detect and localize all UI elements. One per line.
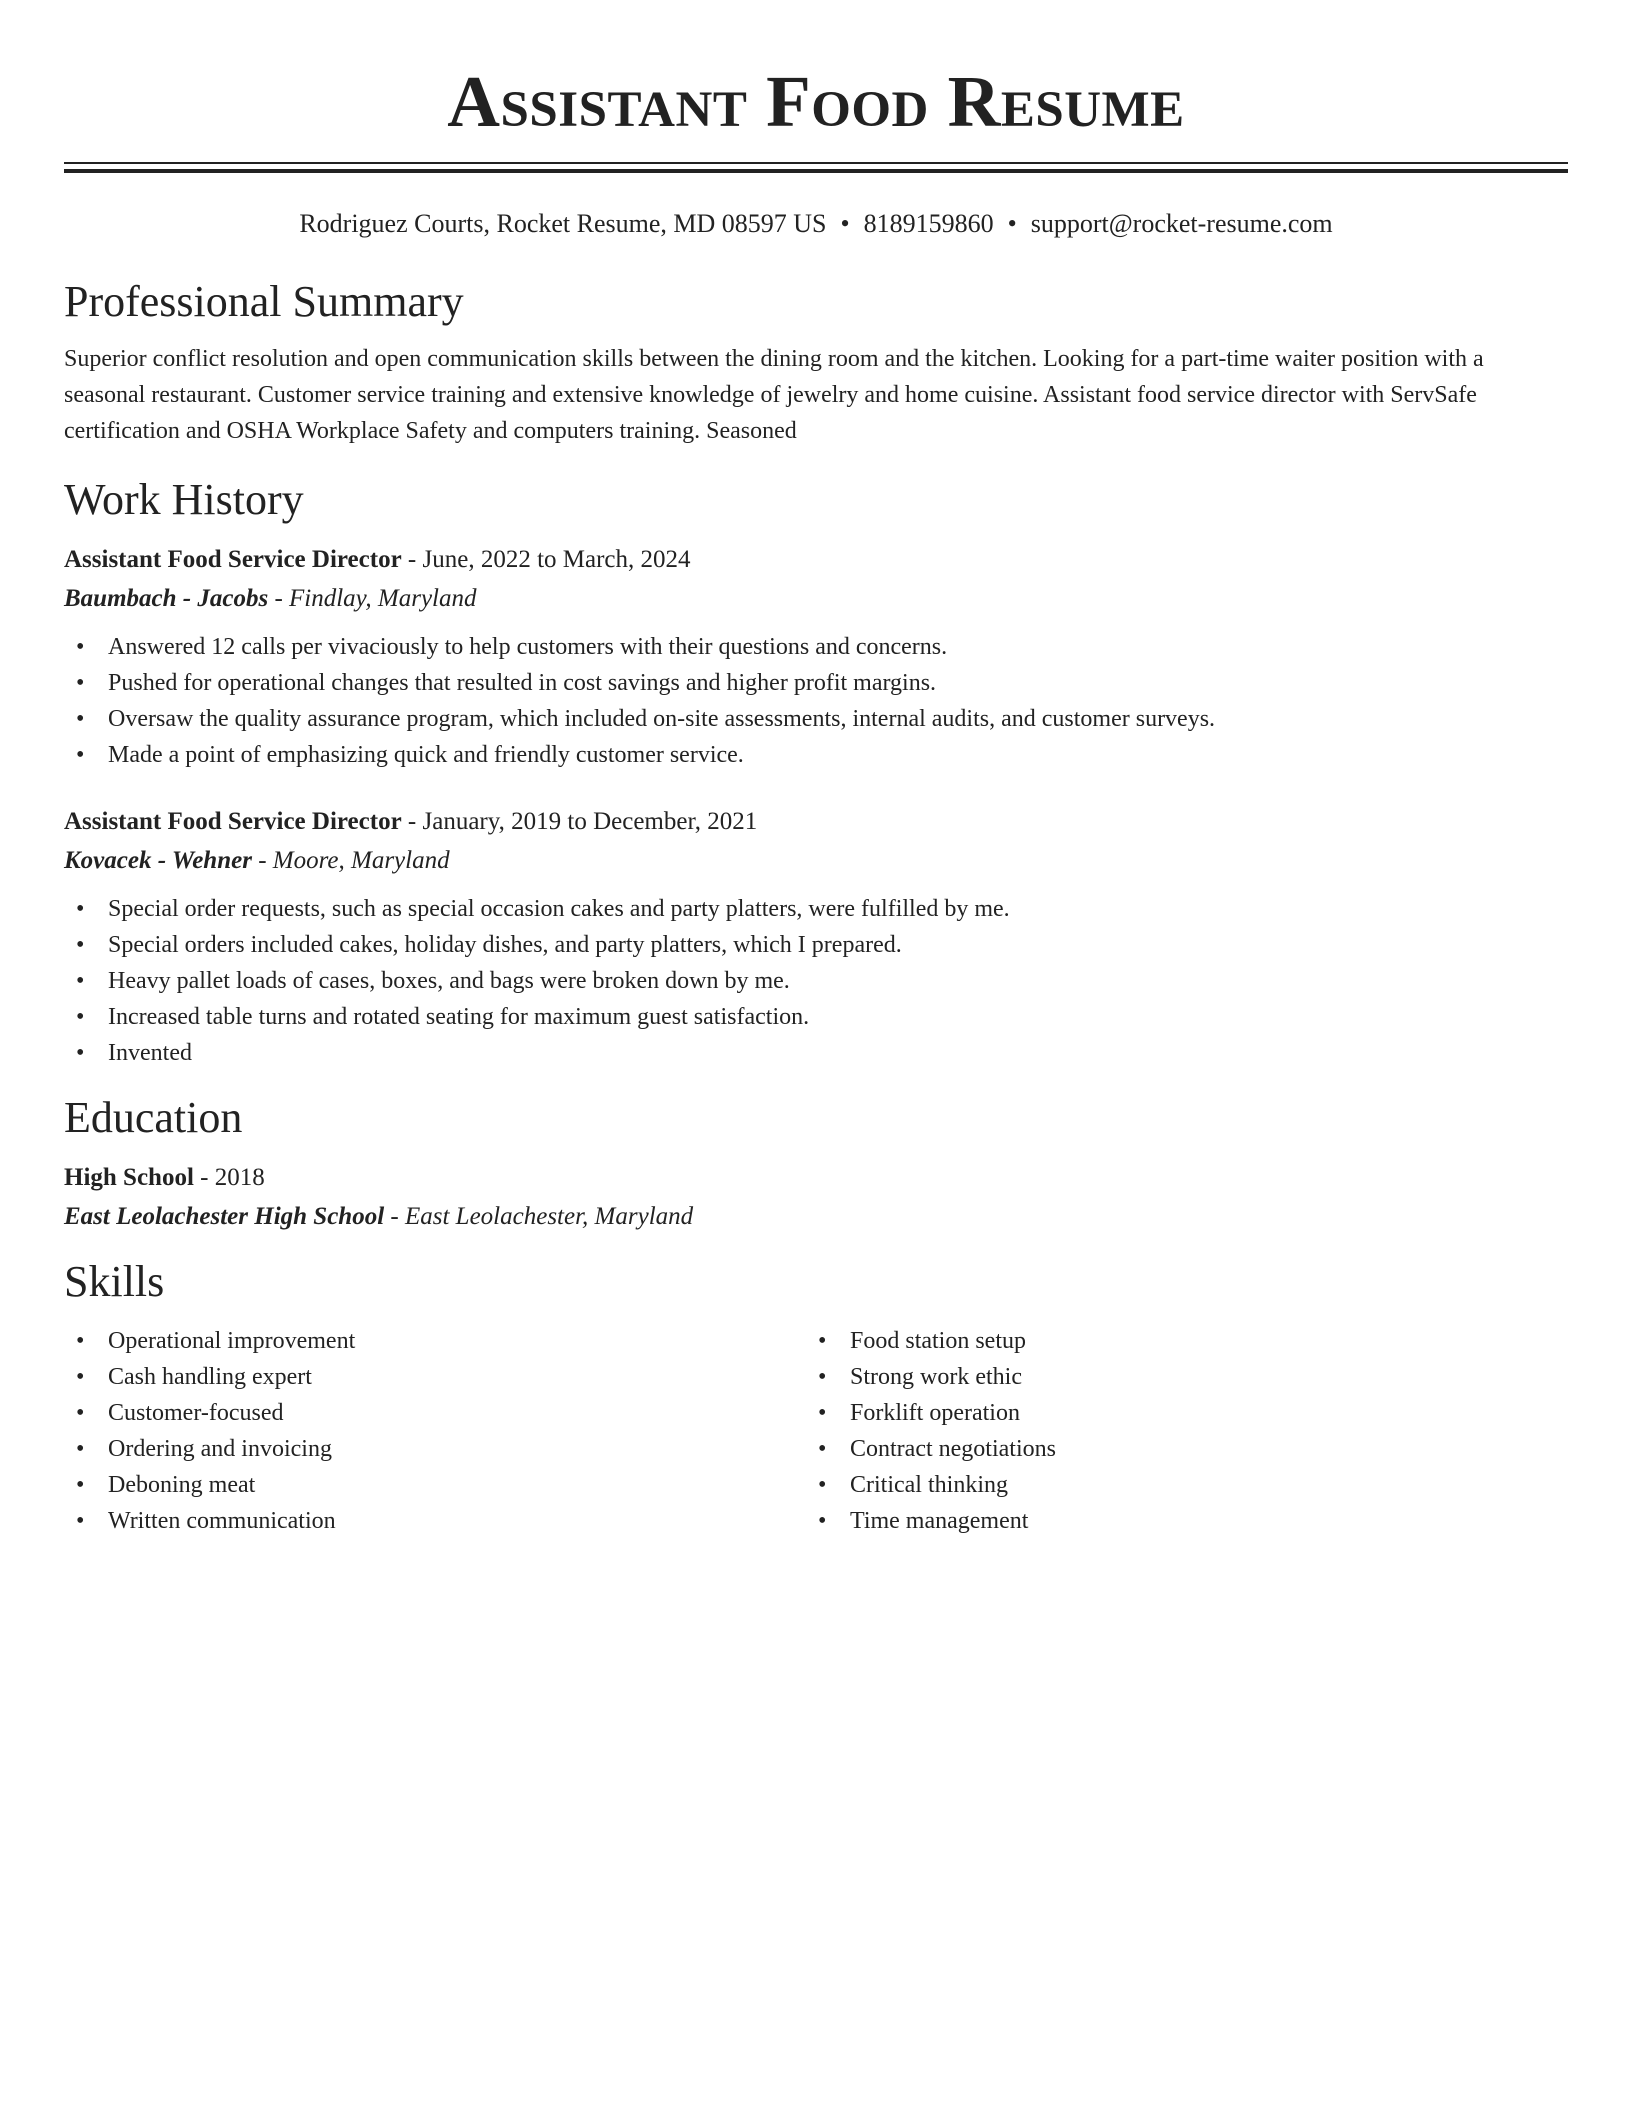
job-location: Findlay, Maryland: [289, 585, 477, 612]
education-degree: High School: [64, 1164, 194, 1191]
contact-separator: •: [840, 209, 850, 238]
job-company: Kovacek - Wehner: [64, 847, 252, 874]
job-location: Moore, Maryland: [272, 847, 450, 874]
job-company-line: Kovacek - Wehner - Moore, Maryland: [64, 847, 450, 874]
skill-item: • Written communication: [64, 1503, 806, 1539]
job-bullet-list: [64, 891, 1568, 1071]
job-bullet: • Answered 12 calls per vivaciously to help customers with their questions and concerns.: [64, 629, 1568, 665]
skill-item: • Ordering and invoicing: [64, 1431, 806, 1467]
job-bullet: • Invented: [64, 1035, 1568, 1071]
job-bullet: • Increased table turns and rotated seating for maximum guest satisfaction.: [64, 999, 1568, 1035]
skills-list-right: [806, 1323, 1548, 1539]
skill-item: • Critical thinking: [806, 1467, 1548, 1503]
job-role: Assistant Food Service Director: [64, 546, 402, 573]
job-bullet: • Special orders included cakes, holiday dishes, and party platters, which I prepared.: [64, 927, 1568, 963]
professional-summary-heading: Professional Summary: [64, 277, 464, 326]
skills-list-left: [64, 1323, 806, 1539]
education-location: East Leolachester, Maryland: [404, 1203, 694, 1230]
skill-item: • Strong work ethic: [806, 1359, 1548, 1395]
job-dates: January, 2019 to December, 2021: [422, 808, 758, 835]
contact-phone: 8189159860: [863, 209, 994, 238]
professional-summary-text: Superior conflict resolution and open communication skills between the dining room and the kitchen. Looking for a part-time waiter position with a seasonal restaurant. Customer service training and extensive knowledge of jewelry and home cuisine. Assistant food service director with ServSafe certification and OSHA Workplace Safety and computers training. Seasoned: [64, 346, 1484, 444]
education-heading: Education: [64, 1093, 243, 1142]
title-double-rule: [64, 162, 1568, 173]
job-role: Assistant Food Service Director: [64, 808, 402, 835]
job-company: Baumbach - Jacobs: [64, 585, 269, 612]
work-history-heading: Work History: [64, 475, 304, 524]
skills-columns: [64, 1323, 1568, 1539]
contact-address: Rodriguez Courts, Rocket Resume, MD 08597 US: [299, 209, 827, 238]
skill-item: • Customer-focused: [64, 1395, 806, 1431]
skill-item: • Forklift operation: [806, 1395, 1548, 1431]
skill-item: • Cash handling expert: [64, 1359, 806, 1395]
job-entry: [64, 541, 1568, 773]
education-year: 2018: [214, 1164, 265, 1191]
job-title-line: Assistant Food Service Director - January, 2019 to December, 2021: [64, 808, 758, 835]
skills-heading: Skills: [64, 1257, 165, 1306]
job-bullet: • Heavy pallet loads of cases, boxes, and bags were broken down by me.: [64, 963, 1568, 999]
contact-separator: •: [1007, 209, 1017, 238]
skill-item: • Time management: [806, 1503, 1548, 1539]
skill-item: • Contract negotiations: [806, 1431, 1548, 1467]
job-dates: June, 2022 to March, 2024: [422, 546, 691, 573]
skill-item: • Operational improvement: [64, 1323, 806, 1359]
skill-item: • Deboning meat: [64, 1467, 806, 1503]
resume-title: Assistant Food Resume: [447, 61, 1185, 142]
contact-email[interactable]: support@rocket-resume.com: [1030, 209, 1333, 238]
education-entry: [64, 1159, 1568, 1237]
education-school-line: East Leolachester High School - East Leolachester, Maryland: [64, 1203, 694, 1230]
job-bullet: • Oversaw the quality assurance program, which included on-site assessments, internal audits, and customer surveys.: [64, 701, 1568, 737]
education-school: East Leolachester High School: [64, 1203, 385, 1230]
contact-line: [64, 207, 1568, 241]
job-company-line: Baumbach - Jacobs - Findlay, Maryland: [64, 585, 477, 612]
job-bullet: • Made a point of emphasizing quick and friendly customer service.: [64, 737, 1568, 773]
job-bullet: • Special order requests, such as special occasion cakes and party platters, were fulfilled by me.: [64, 891, 1568, 927]
skill-item: • Food station setup: [806, 1323, 1548, 1359]
education-degree-line: High School - 2018: [64, 1164, 265, 1191]
job-entry: [64, 803, 1568, 1071]
job-title-line: Assistant Food Service Director - June, 2022 to March, 2024: [64, 546, 691, 573]
job-bullet-list: [64, 629, 1568, 773]
job-bullet: • Pushed for operational changes that resulted in cost savings and higher profit margins.: [64, 665, 1568, 701]
